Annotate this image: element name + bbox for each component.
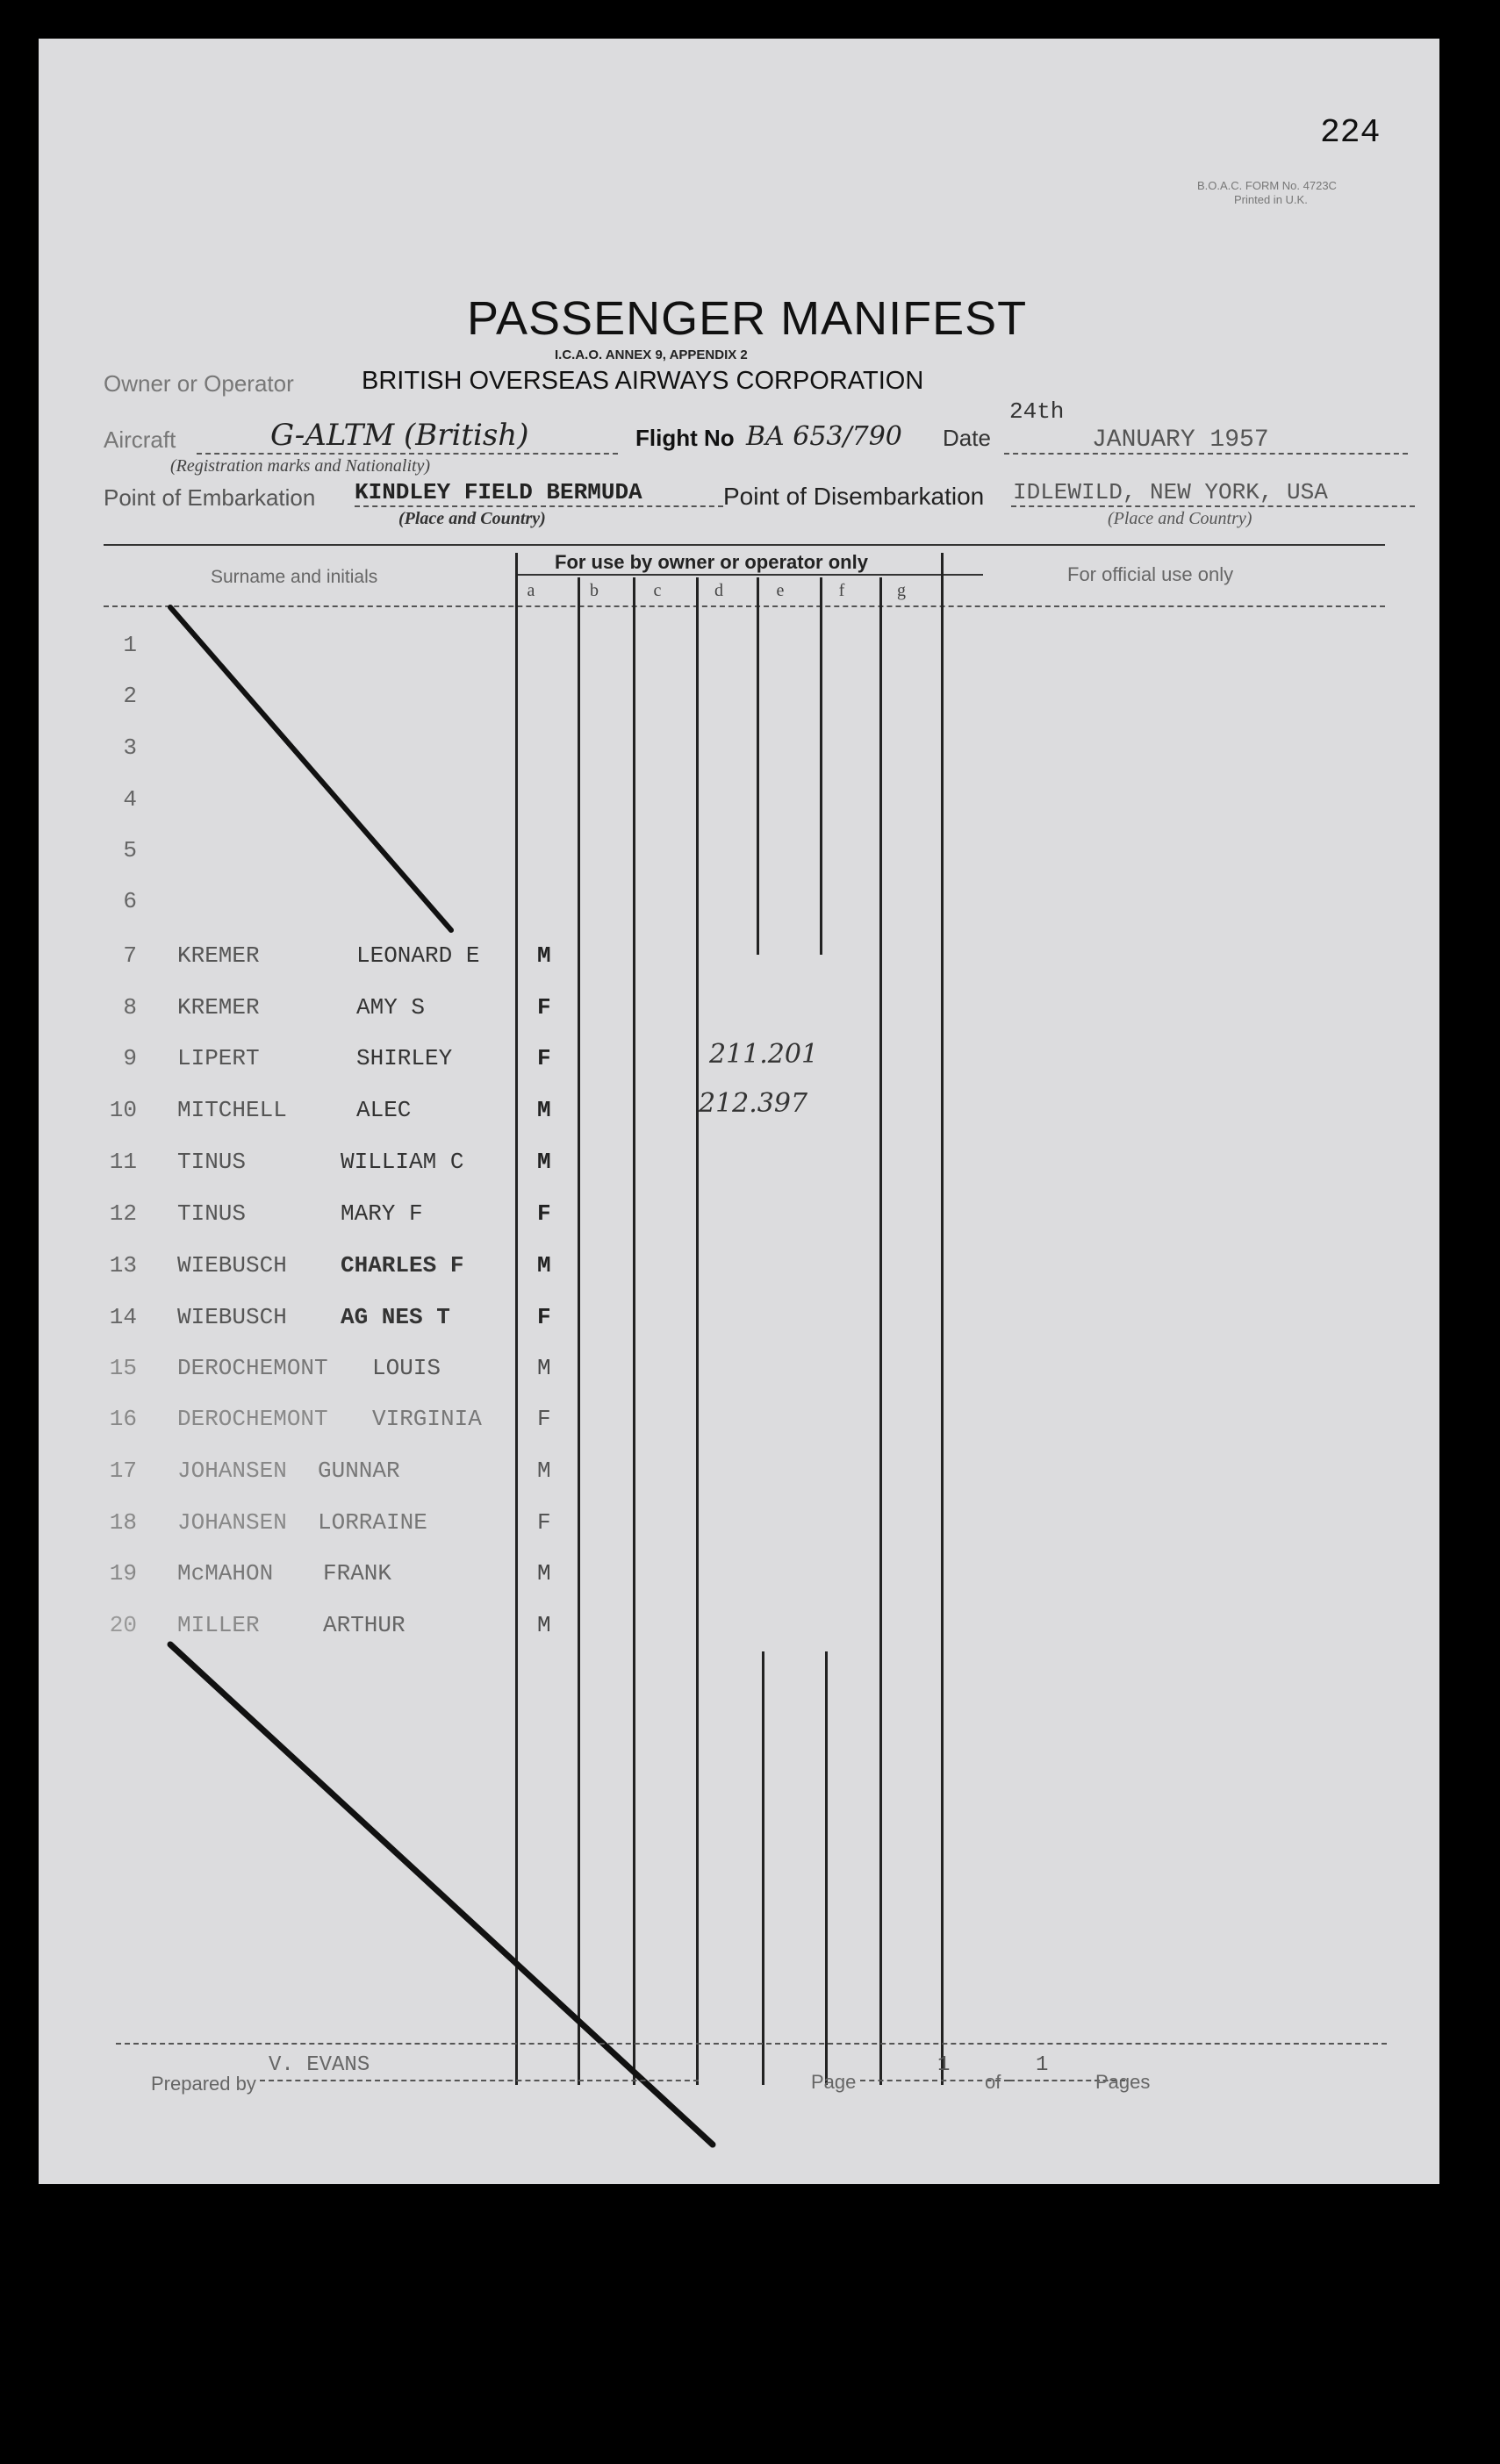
row-number-9: 9 bbox=[123, 1045, 137, 1071]
disembark-value: IDLEWILD, NEW YORK, USA bbox=[1013, 479, 1328, 505]
surname-17: JOHANSEN bbox=[177, 1458, 287, 1484]
row-number-12: 12 bbox=[109, 1200, 137, 1227]
sex-15: M bbox=[537, 1355, 551, 1381]
page-label: Page bbox=[811, 2071, 857, 2093]
col-letter-d: d bbox=[714, 581, 723, 600]
col-letter-c: c bbox=[653, 581, 662, 600]
printed-in: Printed in U.K. bbox=[1234, 193, 1308, 206]
handwritten-note-1: 211.201 bbox=[709, 1039, 819, 1070]
row-number-6: 6 bbox=[123, 888, 137, 914]
surname-18: JOHANSEN bbox=[177, 1509, 287, 1536]
surname-9: LIPERT bbox=[177, 1045, 260, 1071]
row-number-11: 11 bbox=[109, 1149, 137, 1175]
sex-9: F bbox=[537, 1045, 551, 1071]
given-name-18: LORRAINE bbox=[318, 1509, 427, 1536]
disembark-note: (Place and Country) bbox=[1108, 509, 1252, 528]
sex-12: F bbox=[537, 1200, 551, 1227]
surname-12: TINUS bbox=[177, 1200, 247, 1227]
row-number-14: 14 bbox=[109, 1304, 137, 1330]
sex-18: F bbox=[537, 1509, 551, 1536]
surname-7: KREMER bbox=[177, 942, 260, 969]
aircraft-value: G-ALTM (British) bbox=[270, 418, 529, 453]
of-value: 1 bbox=[1036, 2053, 1049, 2077]
embark-note: (Place and Country) bbox=[398, 509, 546, 528]
page-subtitle: I.C.A.O. ANNEX 9, APPENDIX 2 bbox=[555, 347, 748, 362]
of-label: of bbox=[985, 2071, 1001, 2093]
row-number-19: 19 bbox=[109, 1560, 137, 1587]
owner-value: BRITISH OVERSEAS AIRWAYS CORPORATION bbox=[362, 367, 924, 395]
surname-10: MITCHELL bbox=[177, 1097, 287, 1123]
row-number-3: 3 bbox=[123, 734, 137, 761]
disembark-label: Point of Disembarkation bbox=[723, 483, 985, 510]
row-number-1: 1 bbox=[123, 632, 137, 658]
given-name-7: LEONARD E bbox=[356, 942, 480, 969]
date-value: JANUARY 1957 bbox=[1092, 426, 1269, 454]
manifest-sheet bbox=[39, 39, 1439, 2184]
sex-20: M bbox=[537, 1612, 551, 1638]
row-number-2: 2 bbox=[123, 683, 137, 709]
given-name-9: SHIRLEY bbox=[356, 1045, 453, 1071]
given-name-10: ALEC bbox=[356, 1097, 412, 1123]
row-number-7: 7 bbox=[123, 942, 137, 969]
row-number-8: 8 bbox=[123, 994, 137, 1021]
prepared-underline bbox=[260, 2080, 699, 2081]
aircraft-note: (Registration marks and Nationality) bbox=[170, 456, 431, 476]
sex-7: M bbox=[537, 942, 551, 969]
sex-17: M bbox=[537, 1458, 551, 1484]
flight-label: Flight No bbox=[635, 425, 735, 451]
form-reference: B.O.A.C. FORM No. 4723C bbox=[1197, 179, 1337, 192]
sex-13: M bbox=[537, 1252, 551, 1279]
col-letter-a: a bbox=[527, 581, 535, 600]
prepared-value: V. EVANS bbox=[269, 2053, 370, 2077]
col-letter-f: f bbox=[838, 581, 845, 600]
given-name-15: LOUIS bbox=[372, 1355, 441, 1381]
row-number-17: 17 bbox=[109, 1458, 137, 1484]
page-title: PASSENGER MANIFEST bbox=[467, 292, 1028, 345]
cancel-strike-top bbox=[39, 39, 1439, 2184]
row-number-10: 10 bbox=[109, 1097, 137, 1123]
embark-label: Point of Embarkation bbox=[104, 484, 316, 511]
row-number-13: 13 bbox=[109, 1252, 137, 1279]
surname-14: WIEBUSCH bbox=[177, 1304, 287, 1330]
row-number-5: 5 bbox=[123, 837, 137, 863]
prepared-label: Prepared by bbox=[151, 2073, 256, 2095]
pages-label: Pages bbox=[1095, 2071, 1151, 2093]
given-name-8: AMY S bbox=[356, 994, 426, 1021]
owner-label: Owner or Operator bbox=[104, 370, 294, 397]
row-number-15: 15 bbox=[109, 1355, 137, 1381]
given-name-17: GUNNAR bbox=[318, 1458, 400, 1484]
surname-8: KREMER bbox=[177, 994, 260, 1021]
sex-8: F bbox=[537, 994, 551, 1021]
given-name-19: FRANK bbox=[323, 1560, 392, 1587]
col-letter-g: g bbox=[897, 581, 906, 600]
embark-value: KINDLEY FIELD BERMUDA bbox=[355, 479, 642, 505]
given-name-12: MARY F bbox=[341, 1200, 423, 1227]
row-number-16: 16 bbox=[109, 1406, 137, 1432]
surname-11: TINUS bbox=[177, 1149, 247, 1175]
sex-19: M bbox=[537, 1560, 551, 1587]
surname-13: WIEBUSCH bbox=[177, 1252, 287, 1279]
aircraft-label: Aircraft bbox=[104, 426, 176, 453]
surname-15: DEROCHEMONT bbox=[177, 1355, 328, 1381]
given-name-13: CHARLES F bbox=[341, 1252, 464, 1279]
date-label: Date bbox=[943, 425, 991, 451]
footer-rule bbox=[116, 2043, 1387, 2045]
surname-16: DEROCHEMONT bbox=[177, 1406, 328, 1432]
given-name-14: AG NES T bbox=[341, 1304, 450, 1330]
col-official-header: For official use only bbox=[1067, 563, 1234, 585]
surname-20: MILLER bbox=[177, 1612, 260, 1638]
given-name-16: VIRGINIA bbox=[372, 1406, 482, 1432]
sex-14: F bbox=[537, 1304, 551, 1330]
surname-19: McMAHON bbox=[177, 1560, 274, 1587]
given-name-11: WILLIAM C bbox=[341, 1149, 464, 1175]
row-number-4: 4 bbox=[123, 786, 137, 813]
handwritten-note-2: 212.397 bbox=[699, 1088, 808, 1119]
sex-10: M bbox=[537, 1097, 551, 1123]
sex-11: M bbox=[537, 1149, 551, 1175]
col-letter-e: e bbox=[776, 581, 785, 600]
col-operator-header: For use by owner or operator only bbox=[555, 551, 868, 573]
sex-16: F bbox=[537, 1406, 551, 1432]
col-surname-header: Surname and initials bbox=[211, 567, 378, 587]
row-number-18: 18 bbox=[109, 1509, 137, 1536]
col-letter-b: b bbox=[590, 581, 599, 600]
row-number-20: 20 bbox=[109, 1612, 137, 1638]
page-number: 224 bbox=[1320, 114, 1381, 152]
given-name-20: ARTHUR bbox=[323, 1612, 406, 1638]
flight-value: BA 653/790 bbox=[746, 421, 902, 452]
page-value: 1 bbox=[937, 2053, 951, 2077]
date-day: 24th bbox=[1009, 398, 1065, 425]
